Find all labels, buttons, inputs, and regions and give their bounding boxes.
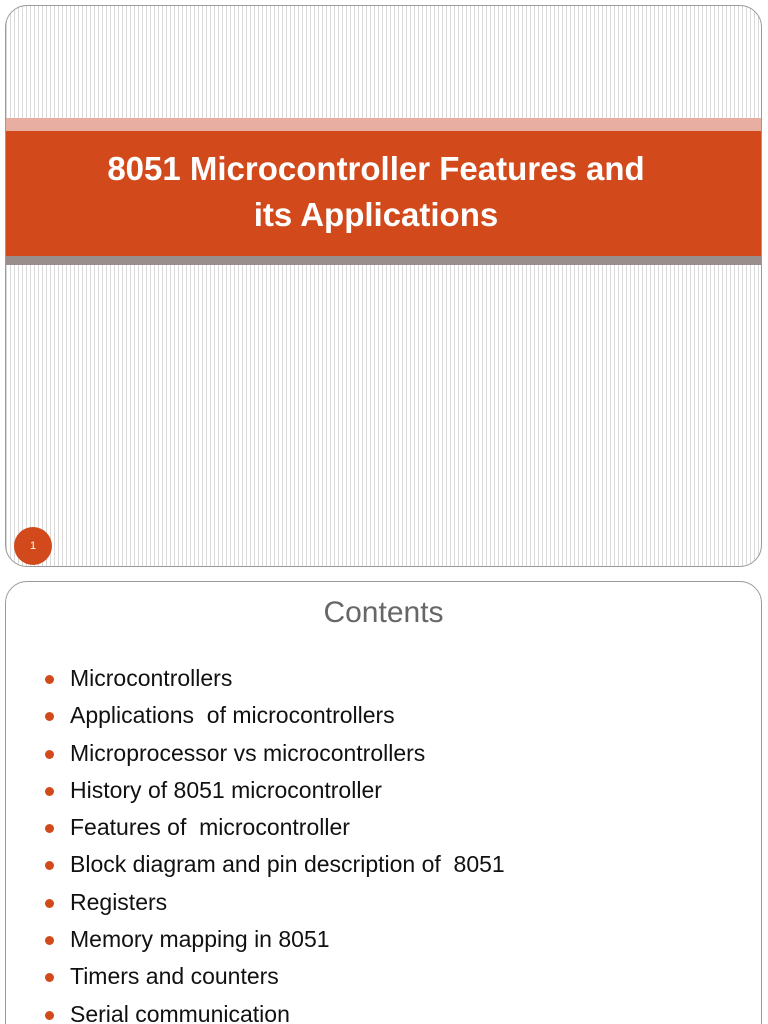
title-band-top-strip	[6, 118, 761, 131]
title-slide	[5, 5, 762, 567]
list-item	[44, 660, 505, 697]
slide-number-badge: 1	[14, 527, 52, 565]
bullet-icon	[45, 824, 54, 833]
list-item-text: Microcontrollers	[70, 665, 233, 691]
list-item	[44, 996, 505, 1024]
list-item-text: Applications of microcontrollers	[70, 702, 395, 729]
list-item-text: Registers	[70, 888, 168, 915]
bullet-icon	[45, 787, 54, 796]
list-item-text: Features of microcontroller	[70, 814, 350, 841]
list-item-text: Serial communication	[70, 1000, 290, 1024]
list-item-text: Microprocessor vs microcontrollers	[70, 739, 426, 766]
list-item	[44, 921, 505, 958]
list-item	[44, 697, 505, 734]
list-item	[44, 846, 505, 883]
list-item	[44, 735, 505, 772]
bullet-icon	[45, 712, 54, 721]
contents-slide	[5, 581, 762, 1024]
bullet-icon	[45, 973, 54, 982]
bullet-icon	[45, 899, 54, 908]
list-item	[44, 809, 505, 846]
list-item	[44, 884, 505, 921]
slide-title: 8051 Microcontroller Features and its Applications	[107, 150, 645, 233]
contents-heading: Contents	[323, 596, 444, 629]
bullet-icon	[45, 675, 54, 684]
list-item-text: History of 8051 microcontroller	[70, 776, 382, 803]
list-item-text: Timers and counters	[70, 963, 279, 990]
list-item-text: Block diagram and pin description of 8051	[70, 851, 505, 878]
bullet-icon	[45, 1011, 54, 1020]
bullet-icon	[45, 750, 54, 759]
list-item-text: Memory mapping in 8051	[70, 926, 330, 953]
contents-list	[44, 660, 505, 1024]
list-item	[44, 958, 505, 995]
list-item	[44, 772, 505, 809]
bullet-icon	[45, 936, 54, 945]
bullet-icon	[45, 861, 54, 870]
title-band-bottom-strip	[6, 256, 761, 265]
